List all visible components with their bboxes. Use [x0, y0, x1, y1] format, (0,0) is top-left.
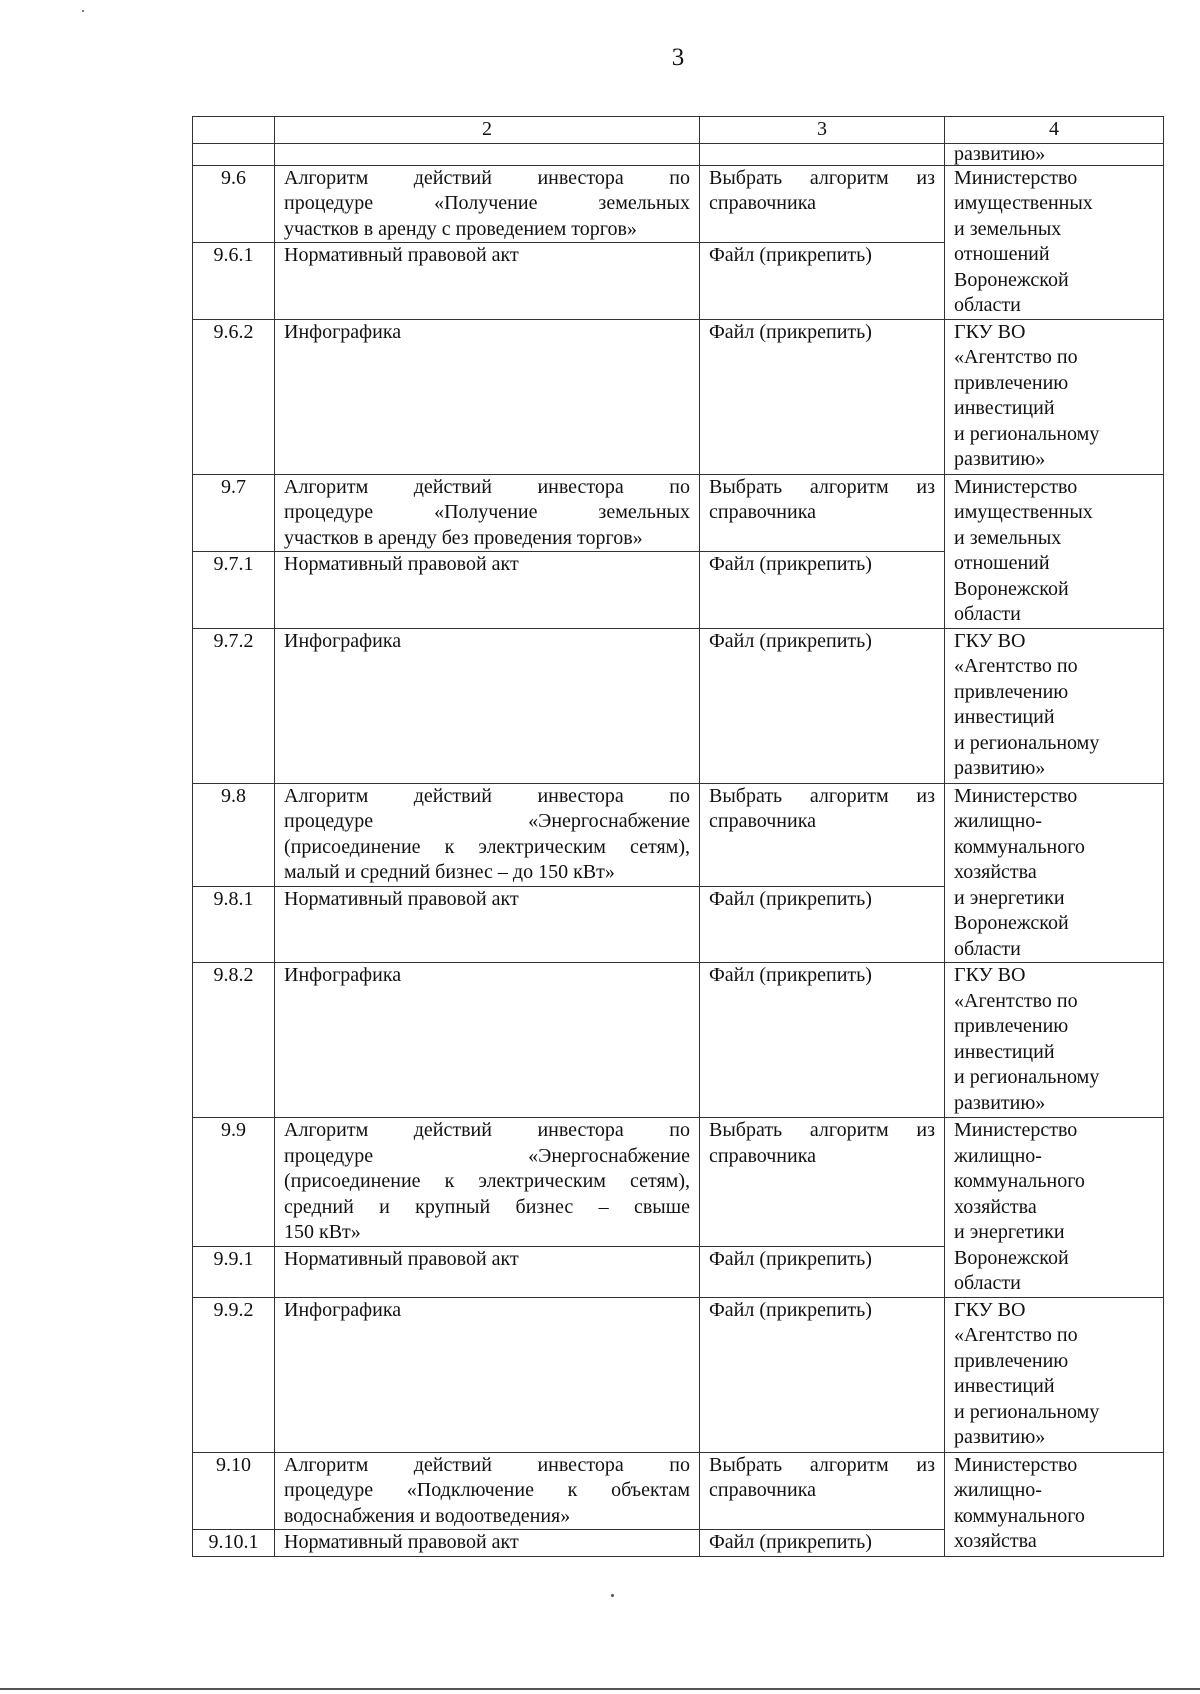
text-line: и энергетики [954, 1221, 1065, 1243]
table-row [193, 1452, 1164, 1530]
text-line: справочника [709, 1144, 817, 1167]
text-line: привлечению [954, 680, 1069, 703]
responsible-cell [945, 165, 1164, 319]
text-line: Алгоритм действий инвестора по [284, 475, 690, 498]
column-header [193, 117, 275, 144]
item-action [700, 1118, 945, 1247]
text-line: и энергетики [954, 886, 1065, 909]
item-action [700, 474, 945, 552]
responsible-cell [945, 474, 1164, 628]
item-number: 9.6.2 [193, 319, 275, 474]
text-line: ГКУ ВО [954, 964, 1026, 986]
text-line: Алгоритм действий инвестора по [284, 166, 690, 189]
table-row [193, 628, 1164, 783]
text-line: Инфографика [284, 320, 402, 343]
continuation-row [193, 143, 1164, 165]
item-description [275, 1246, 700, 1297]
table-row [193, 319, 1164, 474]
item-description [275, 783, 700, 886]
text-line: отношений [954, 243, 1050, 265]
text-line: Нормативный правовой акт [284, 1531, 519, 1553]
scan-edge [0, 1688, 1200, 1690]
item-action [700, 886, 945, 962]
item-action [700, 319, 945, 474]
text-line: процедуре «Получение земельных [284, 501, 690, 523]
text-line: хозяйства [954, 1195, 1037, 1218]
text-line: отношений [954, 552, 1050, 574]
item-description [275, 1530, 700, 1557]
responsible-cell [945, 1118, 1164, 1298]
text-line: и региональному [954, 1400, 1100, 1423]
text-line: коммунального [954, 1504, 1085, 1527]
text-line: жилищно- [954, 1479, 1042, 1501]
text-line: Воронежской [954, 1246, 1069, 1269]
item-description [275, 1118, 700, 1247]
text-line: коммунального [954, 835, 1085, 858]
text-line: Нормативный правовой акт [284, 1247, 519, 1270]
responsible-cell [945, 319, 1164, 474]
scan-speck [611, 1594, 614, 1597]
empty-cell [700, 143, 945, 165]
text-line: и земельных [954, 217, 1062, 240]
text-line: и региональному [954, 422, 1100, 445]
responsible-cell [945, 1297, 1164, 1452]
text-line: справочника [709, 1479, 817, 1501]
item-number: 9.8.1 [193, 886, 275, 962]
text-line: области [954, 1272, 1021, 1294]
text-line: Файл (прикрепить) [709, 244, 872, 267]
item-number: 9.7.2 [193, 628, 275, 783]
text-line: участков в аренду без проведения торгов» [284, 526, 643, 549]
text-line: имущественных [954, 501, 1093, 523]
column-header: 2 [275, 117, 700, 144]
text-line: Файл (прикрепить) [709, 553, 872, 576]
text-line: справочника [709, 810, 817, 832]
text-line: Файл (прикрепить) [709, 1531, 872, 1553]
text-line: (присоединение к электрическим сетям), [284, 835, 690, 858]
text-line: хозяйства [954, 1530, 1037, 1552]
table-row [193, 165, 1164, 243]
text-line: (присоединение к электрическим сетям), [284, 1170, 690, 1192]
text-line: развитию» [954, 1091, 1046, 1114]
text-line: справочника [709, 501, 817, 523]
scan-speck [82, 10, 84, 12]
text-line: Файл (прикрепить) [709, 1298, 872, 1321]
table-row [193, 963, 1164, 1118]
item-action [700, 1452, 945, 1530]
item-description [275, 1452, 700, 1530]
text-line: области [954, 937, 1021, 960]
text-line: области [954, 603, 1021, 625]
item-description [275, 963, 700, 1118]
text-line: Министерство [954, 166, 1078, 189]
item-number: 9.9.1 [193, 1246, 275, 1297]
text-line: Выбрать алгоритм из [709, 784, 935, 807]
item-number: 9.7 [193, 474, 275, 552]
text-line: развитию» [954, 1426, 1046, 1448]
column-header: 4 [945, 117, 1164, 144]
responsible-cell [945, 628, 1164, 783]
item-description [275, 319, 700, 474]
empty-cell [193, 143, 275, 165]
text-line: и региональному [954, 1066, 1100, 1088]
item-action [700, 1530, 945, 1557]
text-line: Министерство [954, 1453, 1078, 1476]
item-action [700, 783, 945, 886]
text-line: области [954, 294, 1021, 316]
item-number: 9.6 [193, 165, 275, 243]
page-number: 3 [671, 44, 685, 71]
text-line: инвестиций [954, 1040, 1055, 1063]
text-line: «Агентство по [954, 989, 1078, 1012]
text-line: участков в аренду с проведением торгов» [284, 217, 637, 240]
text-line: и региональному [954, 731, 1100, 754]
empty-cell [275, 143, 700, 165]
text-line: Алгоритм действий инвестора по [284, 1453, 690, 1476]
text-line: Выбрать алгоритм из [709, 1453, 935, 1476]
item-action [700, 628, 945, 783]
text-line: Нормативный правовой акт [284, 244, 519, 267]
responsible-cell [945, 1452, 1164, 1556]
text-line: ГКУ ВО [954, 1298, 1026, 1321]
text-line: привлечению [954, 1349, 1069, 1372]
table-row [193, 1118, 1164, 1247]
text-line: Министерство [954, 475, 1078, 498]
text-line: процедуре «Энергоснабжение [284, 810, 690, 832]
text-line: инвестиций [954, 397, 1055, 419]
item-action [700, 243, 945, 319]
item-number: 9.8 [193, 783, 275, 886]
text-line: имущественных [954, 192, 1093, 214]
regulation-table [192, 116, 1164, 1557]
text-line: процедуре «Получение земельных [284, 192, 690, 214]
text-line: ГКУ ВО [954, 629, 1026, 652]
text-line: процедуре «Энергоснабжение [284, 1144, 690, 1167]
text-line: «Агентство по [954, 346, 1078, 368]
item-description [275, 886, 700, 962]
item-number: 9.9.2 [193, 1297, 275, 1452]
text-line: «Агентство по [954, 655, 1078, 677]
text-line: Воронежской [954, 912, 1069, 934]
item-number: 9.10 [193, 1452, 275, 1530]
responsible-cell [945, 963, 1164, 1118]
item-description [275, 474, 700, 552]
table-row [193, 783, 1164, 886]
text-line: Файл (прикрепить) [709, 629, 872, 652]
responsible-cell: развитию» [945, 143, 1164, 165]
text-line: и земельных [954, 526, 1062, 549]
text-line: жилищно- [954, 810, 1042, 832]
text-line: жилищно- [954, 1144, 1042, 1167]
text-line: Инфографика [284, 1298, 402, 1321]
item-description [275, 1297, 700, 1452]
text-line: водоснабжения и водоотведения» [284, 1504, 571, 1527]
item-number: 9.8.2 [193, 963, 275, 1118]
item-action [700, 1297, 945, 1452]
text-line: Воронежской [954, 577, 1069, 600]
text-line: Министерство [954, 784, 1078, 807]
text-line: привлечению [954, 371, 1069, 394]
text-line: Алгоритм действий инвестора по [284, 1119, 690, 1141]
text-line: справочника [709, 192, 817, 214]
text-line: Файл (прикрепить) [709, 964, 872, 986]
table-row [193, 1297, 1164, 1452]
item-number: 9.9 [193, 1118, 275, 1247]
header-row [193, 117, 1164, 144]
text-line: инвестиций [954, 1375, 1055, 1397]
text-line: ГКУ ВО [954, 320, 1026, 343]
item-action [700, 1246, 945, 1297]
item-action [700, 165, 945, 243]
text-line: развитию» [954, 448, 1046, 470]
text-line: процедуре «Подключение к объектам [284, 1479, 690, 1501]
text-line: Файл (прикрепить) [709, 320, 872, 343]
item-action [700, 963, 945, 1118]
text-line: развитию» [954, 757, 1046, 779]
text-line: Инфографика [284, 964, 402, 986]
text-line: коммунального [954, 1170, 1085, 1192]
item-number: 9.7.1 [193, 552, 275, 628]
item-description [275, 628, 700, 783]
text-line: Воронежской [954, 268, 1069, 291]
text-line: Алгоритм действий инвестора по [284, 784, 690, 807]
item-description [275, 552, 700, 628]
text-line: Выбрать алгоритм из [709, 1119, 935, 1141]
item-action [700, 552, 945, 628]
responsible-cell [945, 783, 1164, 963]
text-line: средний и крупный бизнес – свыше [284, 1195, 690, 1218]
item-description [275, 243, 700, 319]
text-line: инвестиций [954, 706, 1055, 728]
text-line: Нормативный правовой акт [284, 887, 519, 910]
text-line: Выбрать алгоритм из [709, 475, 935, 498]
text-line: малый и средний бизнес – до 150 кВт» [284, 861, 615, 883]
item-number: 9.10.1 [193, 1530, 275, 1557]
text-line: «Агентство по [954, 1324, 1078, 1346]
column-header: 3 [700, 117, 945, 144]
item-description [275, 165, 700, 243]
text-line: Выбрать алгоритм из [709, 166, 935, 189]
table-row [193, 474, 1164, 552]
item-number: 9.6.1 [193, 243, 275, 319]
text-line: Файл (прикрепить) [709, 1247, 872, 1270]
text-line: Инфографика [284, 629, 402, 652]
text-line: хозяйства [954, 861, 1037, 883]
text-line: Файл (прикрепить) [709, 887, 872, 910]
text-line: 150 кВт» [284, 1221, 361, 1243]
text-line: привлечению [954, 1015, 1069, 1037]
text-line: Нормативный правовой акт [284, 553, 519, 576]
text-line: Министерство [954, 1119, 1078, 1141]
